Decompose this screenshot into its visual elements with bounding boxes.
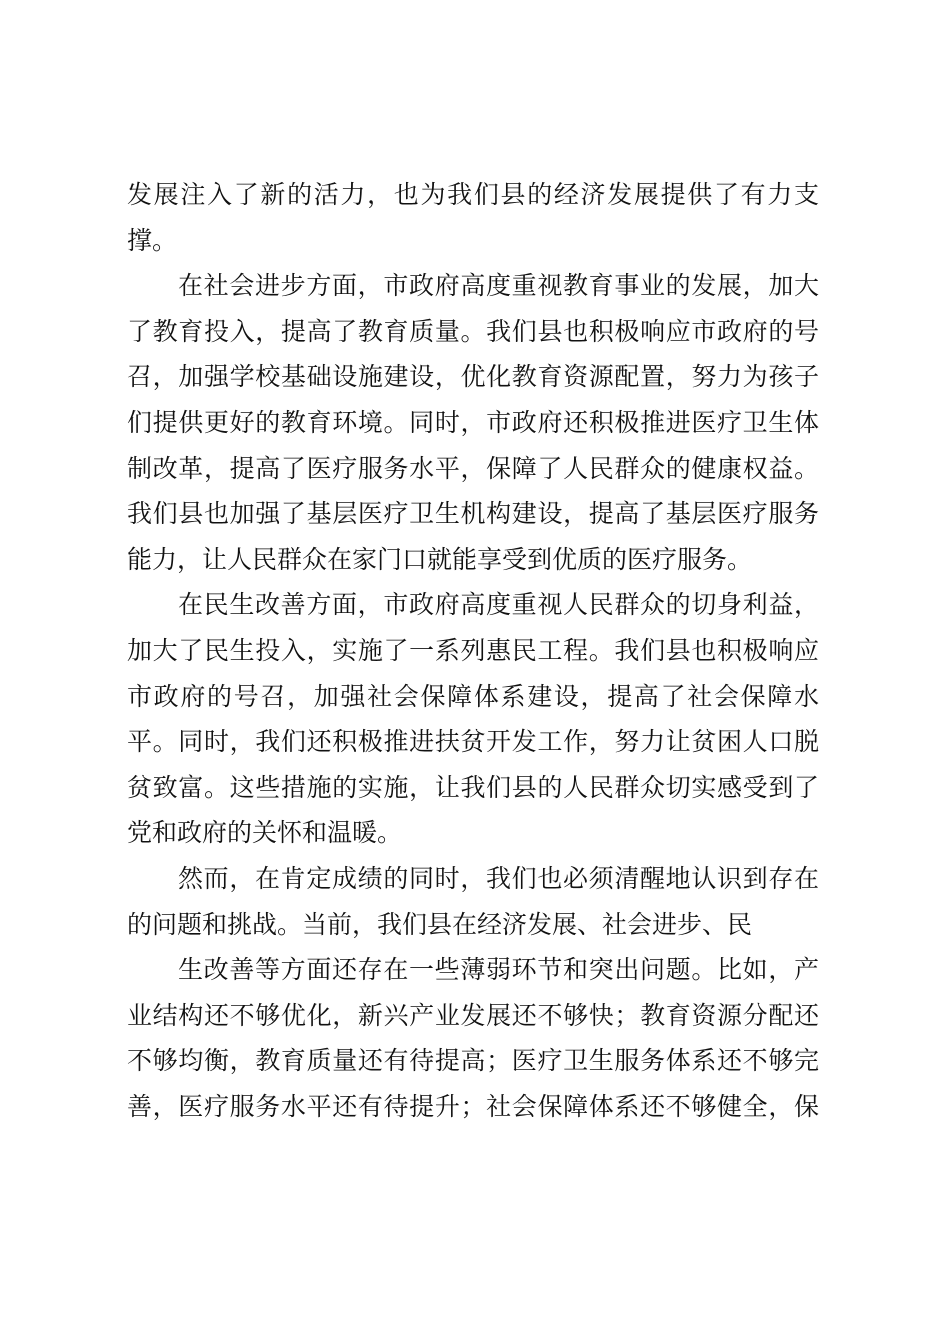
text-line: 平。同时，我们还积极推进扶贫开发工作，努力让贫困人口脱 — [127, 727, 819, 757]
text-line: 在社会进步方面，市政府高度重视教育事业的发展，加大 — [178, 271, 819, 301]
text-line: 了教育投入，提高了教育质量。我们县也积极响应市政府的号 — [127, 316, 819, 346]
text-line: 能力，让人民群众在家门口就能享受到优质的医疗服务。 — [127, 544, 753, 574]
body-text — [127, 172, 819, 1129]
text-line: 善，医疗服务水平还有待提升；社会保障体系还不够健全，保 — [127, 1091, 819, 1121]
text-line: 们提供更好的教育环境。同时，市政府还积极推进医疗卫生体 — [127, 407, 819, 437]
text-line: 党和政府的关怀和温暖。 — [127, 818, 403, 848]
text-line: 的问题和挑战。当前，我们县在经济发展、社会进步、民 — [127, 909, 753, 939]
text-line: 市政府的号召，加强社会保障体系建设，提高了社会保障水 — [127, 681, 819, 711]
text-line: 贫致富。这些措施的实施，让我们县的人民群众切实感受到了 — [127, 772, 819, 802]
text-line: 加大了民生投入，实施了一系列惠民工程。我们县也积极响应 — [127, 635, 819, 665]
text-line: 业结构还不够优化，新兴产业发展还不够快；教育资源分配还 — [127, 1000, 819, 1030]
text-line: 撑。 — [127, 225, 178, 255]
text-line: 召，加强学校基础设施建设，优化教育资源配置，努力为孩子 — [127, 362, 819, 392]
text-line: 在民生改善方面，市政府高度重视人民群众的切身利益， — [178, 590, 819, 620]
text-line: 发展注入了新的活力，也为我们县的经济发展提供了有力支 — [127, 180, 819, 209]
text-line: 不够均衡，教育质量还有待提高；医疗卫生服务体系还不够完 — [127, 1046, 819, 1076]
text-line: 生改善等方面还存在一些薄弱环节和突出问题。比如，产 — [178, 955, 819, 985]
text-line: 我们县也加强了基层医疗卫生机构建设，提高了基层医疗服务 — [127, 499, 819, 529]
text-line: 然而，在肯定成绩的同时，我们也必须清醒地认识到存在 — [178, 863, 819, 893]
text-line: 制改革，提高了医疗服务水平，保障了人民群众的健康权益。 — [127, 453, 819, 483]
